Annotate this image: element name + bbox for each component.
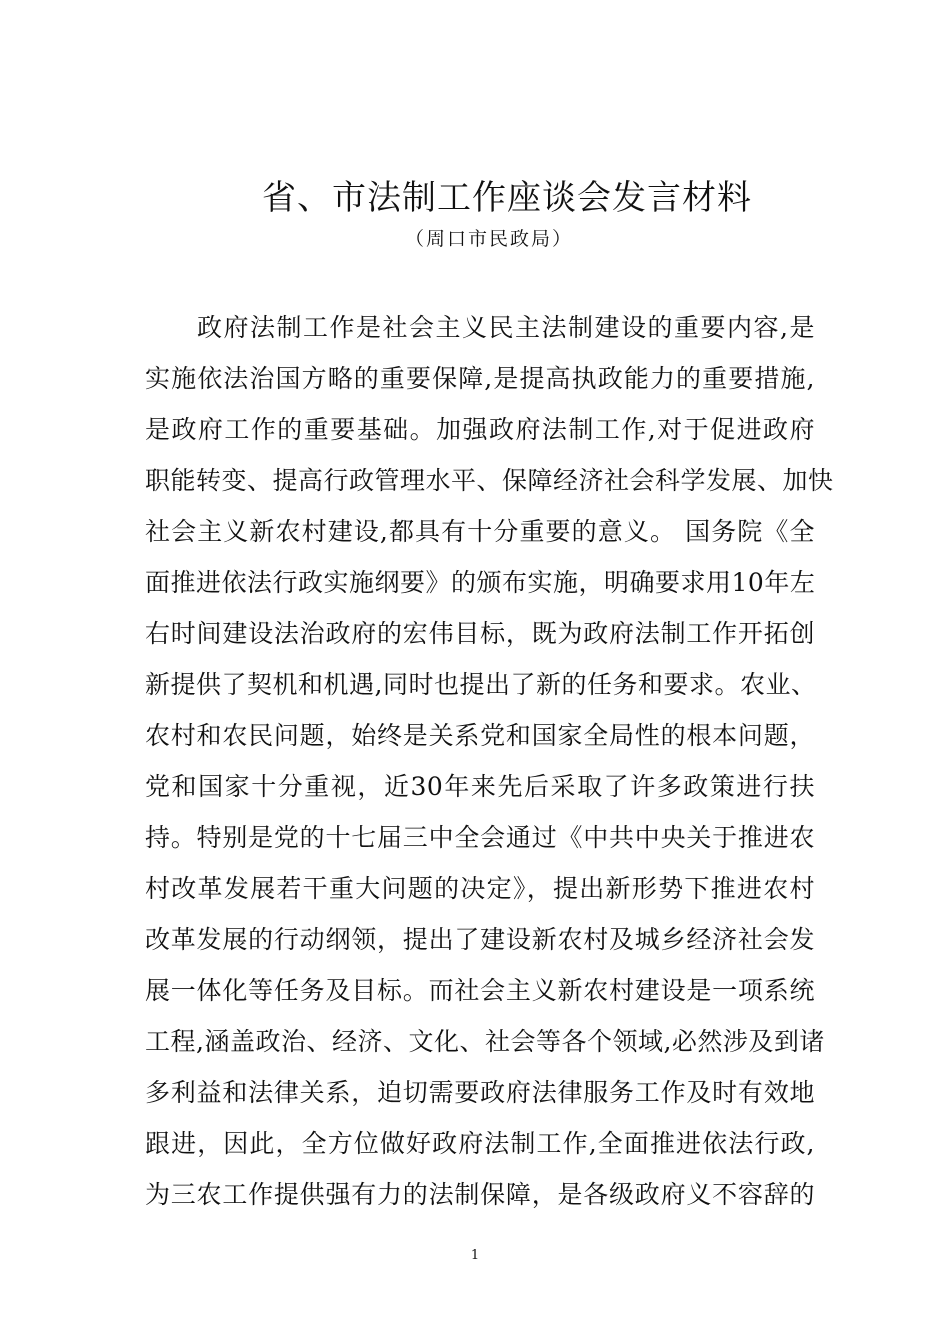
- body-line: 为三农工作提供强有力的法制保障，是各级政府义不容辞的: [145, 1180, 815, 1209]
- body-line: 多利益和法律关系，迫切需要政府法律服务工作及时有效地: [145, 1078, 815, 1107]
- body-line: 展一体化等任务及目标。而社会主义新农村建设是一项系统: [145, 976, 815, 1005]
- body-line: 是政府工作的重要基础。加强政府法制工作,对于促进政府: [145, 415, 815, 444]
- body-line: 持。特别是党的十七届三中全会通过《中共中央关于推进农: [145, 823, 815, 852]
- body-line: 政府法制工作是社会主义民主法制建设的重要内容,是: [197, 313, 815, 342]
- document-title: 省、市法制工作座谈会发言材料: [262, 178, 752, 218]
- body-line: 村改革发展若干重大问题的决定》，提出新形势下推进农村: [145, 874, 815, 903]
- body-line: 工程,涵盖政治、经济、文化、社会等各个领域,必然涉及到诸: [145, 1027, 825, 1056]
- body-line: 右时间建设法治政府的宏伟目标，既为政府法制工作开拓创: [145, 619, 815, 648]
- document-subtitle: （周口市民政局）: [405, 228, 574, 250]
- body-line: 改革发展的行动纲领，提出了建设新农村及城乡经济社会发: [145, 925, 815, 954]
- body-line: 跟进，因此，全方位做好政府法制工作,全面推进依法行政,: [145, 1129, 815, 1158]
- body-line: 新提供了契机和机遇,同时也提出了新的任务和要求。农业、: [145, 670, 817, 699]
- body-line: 实施依法治国方略的重要保障,是提高执政能力的重要措施,: [145, 364, 815, 393]
- body-line: 社会主义新农村建设,都具有十分重要的意义。 国务院《全: [145, 517, 815, 546]
- body-line: 农村和农民问题，始终是关系党和国家全局性的根本问题，: [145, 721, 815, 750]
- body-line: 面推进依法行政实施纲要》的颁布实施，明确要求用10年左: [145, 568, 816, 597]
- body-line: 党和国家十分重视，近30年来先后采取了许多政策进行扶: [145, 772, 815, 801]
- page-number: 1: [470, 1248, 480, 1263]
- body-line: 职能转变、提高行政管理水平、保障经济社会科学发展、加快: [145, 466, 834, 495]
- body-paragraph: [145, 302, 834, 1220]
